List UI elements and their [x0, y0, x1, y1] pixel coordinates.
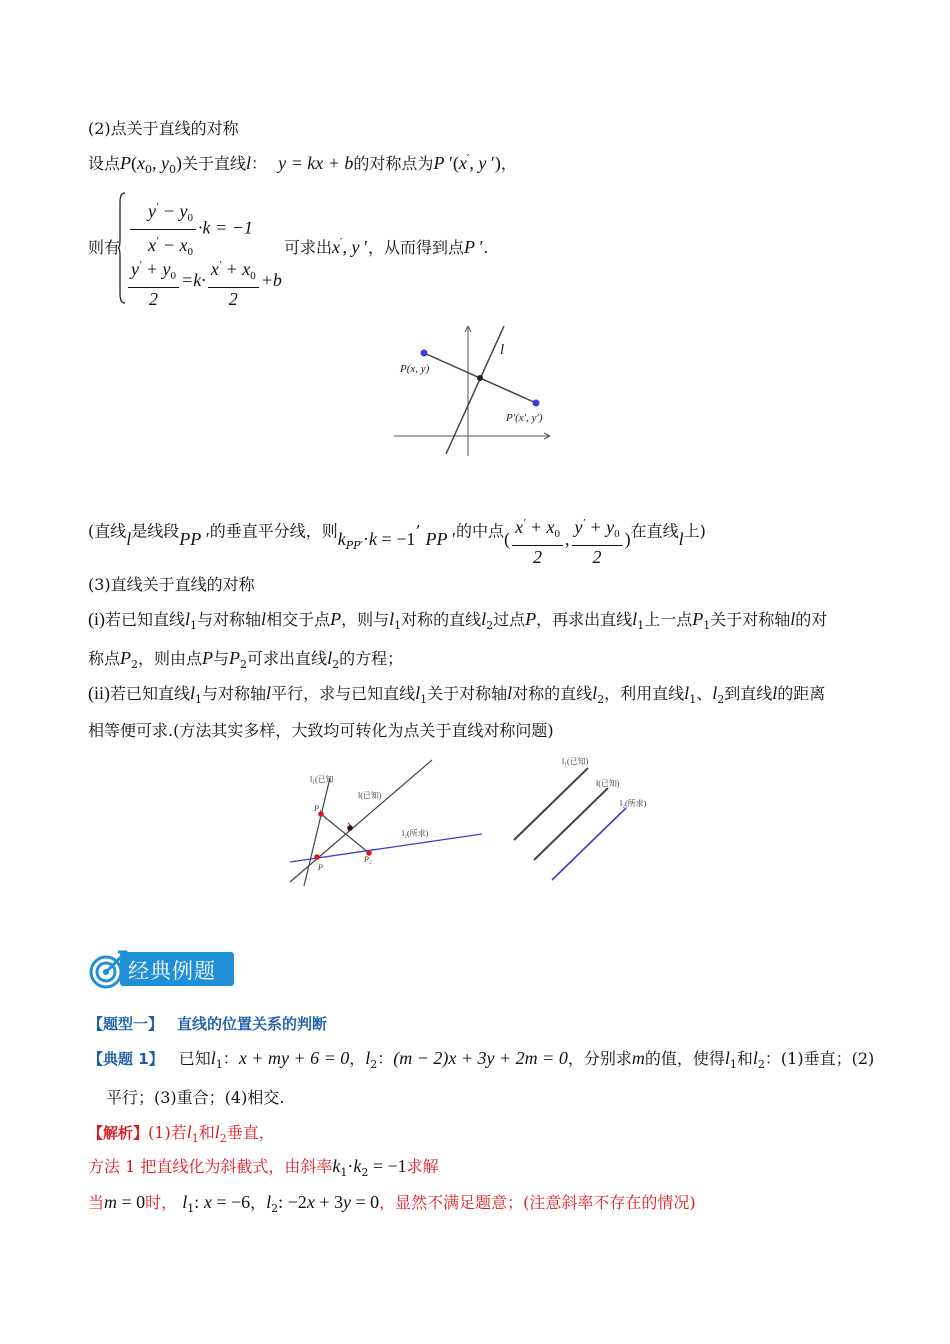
left-brace [118, 192, 126, 304]
fig3-label-l2: l₂(所求) [620, 799, 647, 808]
section3-title: (3)直线关于直线的对称 [88, 575, 255, 594]
section2-title: (2)点关于直线的对称 [88, 119, 239, 138]
fig2-label-P: P [318, 863, 323, 872]
equation-1: $\frac{y' - y_0}{x' - x_0}$ ·k = −1 [128, 196, 253, 263]
example1-line1: 【典题 1】 已知$l_1$：x + my + 6 = 0，$l_2$：(m − 2)x + 3y + 2m = 0，分别求m的值，使得$l_1$和$l_2$：(1)垂直；(2) [88, 1048, 875, 1071]
case-i-line1: (i)若已知直线$l_1$与对称轴l相交于点P，则与$l_1$对称的直线$l_2$过点P，再求出直线$l_1$上一点$P_1$关于对称轴l的对 [88, 609, 828, 632]
equation-2: $\frac{y' + y_0}{2}$ =k· $\frac{x' + x_0}{2}$ +b [126, 254, 282, 310]
fig2-label-P1: P₁ [314, 804, 322, 813]
fig2-label-l1: l₁(已知 [310, 775, 334, 784]
case-ii-line1: (ii)若已知直线$l_1$与对称轴l平行，求与已知直线$l_1$关于对称轴l对称的直线$l_2$，利用直线$l_1$、$l_2$到直线l的距离 [88, 683, 826, 706]
fig2-label-P2: P₂ [364, 855, 372, 864]
fig1-label-P: P(x, y) [400, 363, 430, 375]
figure-point-symmetry [390, 320, 560, 460]
classic-examples-heading [86, 948, 234, 990]
fig1-label-l: l [500, 342, 505, 358]
then-has-label: 则有 [88, 238, 121, 257]
solve-text: 可求出x′, y ′，从而得到点P ′. [284, 236, 489, 257]
fig1-label-Pprime: P′(x′, y′) [506, 412, 543, 424]
analysis-line1: 【解析】(1)若$l_1$和$l_2$垂直， [88, 1122, 275, 1145]
analysis-method1: 方法 1 把直线化为斜截式，由斜率$k_1\cdot k_2 = -1$求解 [88, 1156, 439, 1179]
fig2-label-l2: l₂(所求) [402, 829, 429, 838]
figure-parallel-lines [508, 752, 678, 886]
fig2-label-l: l(已知) [358, 791, 382, 800]
fig3-label-l: l(已知) [596, 779, 620, 788]
perpendicular-bisector-note: (直线l是线段PP ′的垂直平分线，则$k_{PP'}\cdot k = -1$’ PP ′的中点( $\frac{x' + x_0}{2}$ , $\frac{y' + y_0}{2}$ )在直线l上) [88, 504, 706, 560]
fig3-label-l1: l₁(已知) [562, 757, 589, 766]
heading-label: 经典例题 [128, 959, 216, 983]
section2-line1: 设点$P(x_0$, $y_0$)关于直线l： y = kx + b的对称点为P ′(x′, y ′)， [88, 152, 517, 176]
figure-intersecting-lines [284, 754, 489, 890]
example1-line2: 平行；(3)重合；(4)相交. [106, 1088, 285, 1107]
type-heading: 【题型一】 直线的位置关系的判断 [88, 1015, 328, 1033]
analysis-case-m0: 当m = 0时， $l_1$: x = −6，$l_2$: −2x + 3y = 0，显然不满足题意；(注意斜率不存在的情况) [88, 1192, 696, 1215]
target-icon [86, 948, 130, 990]
case-ii-line2: 相等便可求.(方法其实多样，大致均可转化为点关于直线对称问题) [88, 721, 554, 740]
case-i-line2: 称点$P_2$，则由点P与$P_2$可求出直线$l_2$的方程； [88, 648, 404, 671]
